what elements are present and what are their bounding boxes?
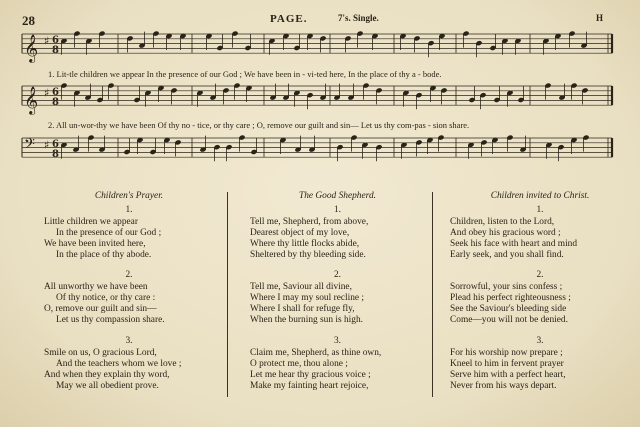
hymn-line: May we all obedient prove.	[56, 380, 159, 391]
hymn-line: Smile on us, O gracious Lord,	[44, 347, 157, 358]
hymn-line: Kneel to him in fervent prayer	[450, 358, 564, 369]
column-divider	[432, 192, 433, 397]
hymn-column	[44, 191, 214, 392]
page-mark: H	[596, 13, 604, 23]
sharp-icon: ♯	[44, 138, 50, 152]
hymn-line: In the place of thy abode.	[56, 249, 152, 260]
hymn-title: Children's Prayer.	[94, 191, 164, 201]
hymn-line: Claim me, Shepherd, as thine own,	[250, 347, 382, 358]
sharp-icon: ♯	[44, 86, 50, 100]
sharp-icon: ♯	[44, 34, 50, 48]
hymn-title: Children invited to Christ.	[490, 191, 590, 201]
hymn-column	[450, 191, 630, 392]
page-number: 28	[22, 13, 35, 28]
hymn-line: Where I may my soul recline ;	[250, 293, 365, 304]
time-signature-bottom: 8	[52, 97, 59, 108]
hymn-column	[250, 191, 425, 392]
hymn-line: And when they explain thy word,	[44, 369, 170, 380]
hymn-line: Where I shall for refuge fly,	[250, 304, 355, 315]
hymn-line: Where thy little flocks abide,	[250, 238, 360, 249]
stanza-number: 2.	[333, 270, 342, 281]
hymn-line: We have been invited here,	[44, 238, 146, 249]
hymn-line: Early seek, and you shall find.	[450, 249, 564, 260]
hymn-line: Never from his ways depart.	[450, 380, 557, 391]
hymn-title: The Good Shepherd.	[299, 191, 376, 201]
hymn-line: Plead his perfect righteousness ;	[450, 293, 571, 304]
treble-clef-icon: 𝄞	[24, 34, 39, 63]
hymn-line: Sheltered by thy bleeding side.	[250, 249, 366, 260]
hymn-line: Serve him with a perfect heart,	[450, 369, 566, 380]
time-signature-bottom: 8	[52, 45, 59, 56]
hymn-line: Of thy notice, or thy care :	[56, 293, 156, 304]
tune-title: PAGE.	[270, 13, 308, 25]
hymn-line: Tell me, Shepherd, from above,	[250, 216, 369, 227]
hymn-line: In the presence of our God ;	[56, 227, 162, 238]
hymn-line: O, remove our guilt and sin—	[44, 304, 157, 315]
hymn-line: And obey his gracious word ;	[450, 227, 561, 238]
bass-clef-icon: 𝄢	[24, 136, 35, 156]
stanza-number: 2.	[536, 270, 544, 281]
hymn-line: When the burning sun is high.	[250, 315, 364, 326]
tune-meter: 7's. Single.	[338, 13, 379, 23]
hymn-line: And the teachers whom we love ;	[56, 358, 182, 369]
hymn-line: Make my fainting heart rejoice,	[250, 380, 369, 391]
hymn-line: Let us thy compassion share.	[56, 315, 165, 326]
hymn-line: Come—you will not be denied.	[450, 315, 568, 326]
stanza-number: 3.	[536, 335, 544, 346]
hymn-line: Tell me, Saviour all divine,	[250, 282, 352, 293]
stanza-number: 1.	[333, 204, 342, 215]
music-score	[0, 0, 640, 180]
hymn-line: Dearest object of my love,	[250, 227, 350, 238]
time-signature-top: 6	[52, 139, 59, 150]
lyric-verse-2: 2. All un-wor-thy we have been Of thy no - tice, or thy care ; O, remove our guilt and sin— Let us thy com-pas - sion share.	[48, 120, 470, 130]
lyric-verse-1: 1. Lit-tle children we appear In the presence of our God ; We have been in - vi-ted here, In the place of thy a - bode.	[48, 69, 442, 79]
column-divider	[227, 192, 228, 397]
hymn-line: Seek his face with heart and mind	[450, 238, 578, 249]
time-signature-top: 6	[52, 35, 59, 46]
time-signature-bottom: 8	[52, 149, 59, 160]
hymn-line: See the Saviour's bleeding side	[450, 304, 567, 315]
stanza-number: 1.	[125, 204, 133, 215]
treble-clef-icon: 𝄞	[24, 86, 39, 115]
stanza-number: 3.	[333, 335, 342, 346]
time-signature-top: 6	[52, 87, 59, 98]
stanza-number: 2.	[125, 270, 133, 281]
hymn-line: For his worship now prepare ;	[450, 347, 563, 358]
hymn-line: Children, listen to the Lord,	[450, 216, 555, 227]
hymn-line: Little children we appear	[44, 216, 138, 227]
stanza-number: 1.	[536, 204, 544, 215]
stanza-number: 3.	[125, 335, 133, 346]
hymn-line: Let me hear thy gracious voice ;	[250, 369, 371, 380]
hymn-line: O protect me, thou alone ;	[250, 358, 348, 369]
hymn-line: Sorrowful, your sins confess ;	[450, 282, 563, 293]
hymn-line: All unworthy we have been	[44, 282, 148, 293]
